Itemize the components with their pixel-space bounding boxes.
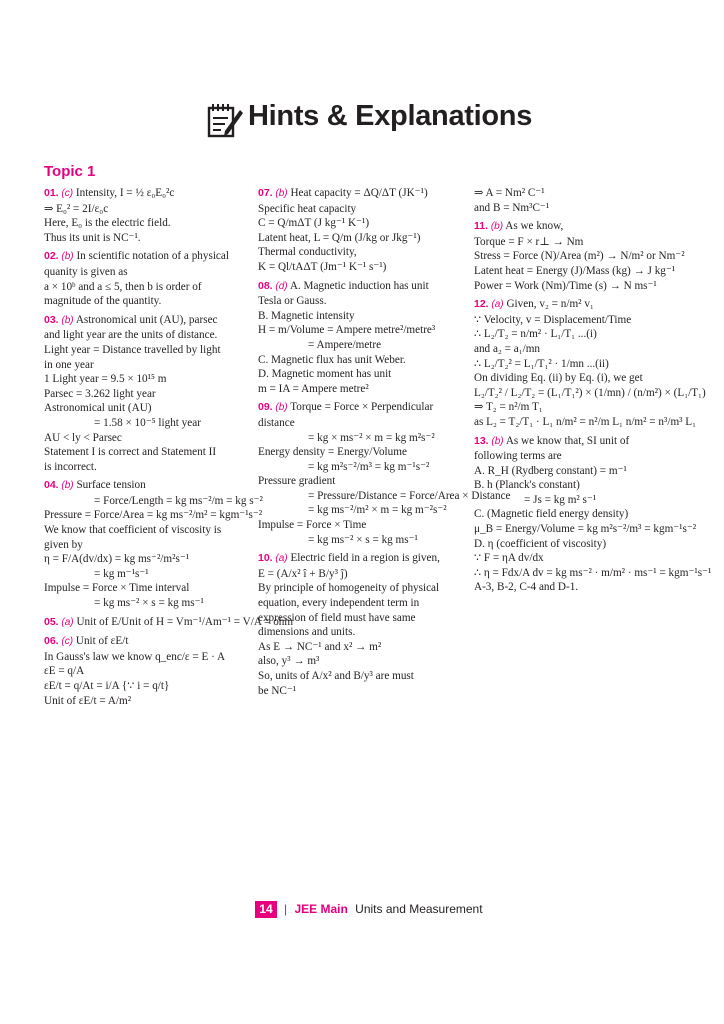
answer-option: (b) [61, 480, 74, 492]
question-number: 03. [44, 313, 59, 326]
page-title: Hints & Explanations [248, 100, 533, 132]
answer-option: (b) [61, 314, 74, 326]
entry-line [44, 494, 263, 509]
line-text: A. R_H (Rydberg constant) = m⁻¹ [474, 464, 627, 477]
entry-line [44, 581, 250, 596]
entry-line [44, 358, 250, 373]
line-text: ⇒ A = Nm² C⁻¹ [474, 187, 545, 199]
line-text: Power = Work (Nm)/Time (s) → N ms⁻¹ [474, 279, 657, 292]
entry-line [44, 328, 250, 343]
entry-line [258, 445, 466, 460]
line-text: Parsec = 3.262 light year [44, 387, 156, 400]
entry-line [258, 309, 466, 324]
line-text: Astronomical unit (AU) [44, 402, 152, 415]
line-text: C = Q/mΔT (J kg⁻¹ K⁻¹) [258, 217, 370, 230]
line-text: = kg m⁻¹s⁻¹ [94, 567, 149, 580]
line-text: H = m/Volume = Ampere metre²/metre³ [258, 324, 436, 337]
entry-line [44, 280, 250, 295]
answer-entry [474, 186, 690, 215]
answer-entry [258, 279, 466, 397]
entry-line [44, 552, 250, 567]
entry-line [44, 634, 250, 650]
answer-entry [258, 551, 466, 698]
entry-line [44, 523, 250, 538]
entry-line [474, 342, 690, 357]
question-number: 01. [44, 187, 59, 199]
entry-line [258, 460, 466, 475]
line-text: Statement I is correct and Statement II [44, 446, 217, 459]
line-text: B. Magnetic intensity [258, 309, 355, 322]
line-text: Energy density = Energy/Volume [258, 446, 407, 459]
line-text: Unit of εE/t = A/m² [44, 694, 132, 707]
entry-line [44, 401, 250, 416]
answer-option: (d) [275, 280, 288, 292]
entry-line [474, 313, 690, 328]
footer-chapter: Units and Measurement [355, 902, 483, 916]
question-number: 07. [258, 187, 273, 199]
entry-line [258, 294, 466, 309]
line-text: AU < ly < Parsec [44, 431, 122, 444]
question-number: 13. [474, 434, 489, 447]
answer-entry [44, 478, 263, 610]
line-text: Torque = Force × Perpendicular [290, 401, 434, 414]
answer-entry [474, 434, 712, 596]
answer-option: (a) [275, 553, 288, 565]
entry-line [258, 640, 466, 655]
entry-line [474, 580, 690, 595]
entry-line [44, 202, 250, 217]
line-text: 1 Light year = 9.5 × 10¹⁵ m [44, 373, 167, 386]
line-text: Given, v₂ = n/m² v₁ [506, 298, 594, 311]
entry-line [474, 219, 690, 235]
entry-line [474, 551, 690, 566]
line-text: quanity is given as [44, 265, 128, 278]
answer-option: (b) [275, 188, 288, 199]
line-text: B. h (Planck's constant) [474, 479, 580, 492]
footer-brand: JEE Main [294, 902, 348, 916]
line-text: Light year = Distance travelled by light [44, 343, 221, 356]
entry-line [258, 474, 466, 489]
entry-line [44, 416, 250, 431]
line-text: = Force/Length = kg ms⁻²/m = kg s⁻² [94, 494, 263, 507]
line-text: = Pressure/Distance = Force/Area × Distance [308, 489, 511, 502]
line-text: and B = Nm³C⁻¹ [474, 201, 550, 214]
notepad-pencil-icon [204, 100, 244, 140]
entry-line [474, 478, 690, 493]
entry-line [44, 445, 250, 460]
entry-line [258, 216, 466, 231]
line-text: As we know, [505, 220, 564, 233]
line-text: εE = q/A [44, 665, 85, 678]
entry-line [44, 186, 250, 202]
entry-line [258, 533, 466, 548]
line-text: As we know that, SI unit of [505, 434, 630, 447]
entry-line [44, 478, 250, 494]
answer-option: (b) [491, 435, 504, 447]
line-text: and a₂ = a₁/mn [474, 342, 540, 355]
line-text: distance [258, 416, 295, 429]
entry-line [44, 313, 250, 329]
answer-entry [474, 297, 706, 429]
entry-line [44, 387, 250, 402]
entry-line [44, 615, 294, 631]
line-text: = 1.58 × 10⁻⁵ light year [94, 416, 201, 429]
line-text: magnitude of the quantity. [44, 295, 162, 308]
line-text: As E → NC⁻¹ and x² → m² [258, 640, 382, 653]
line-text: Specific heat capacity [258, 202, 357, 215]
entry-line [474, 449, 690, 464]
entry-line [258, 625, 466, 640]
line-text: = kg ms⁻² × s = kg ms⁻¹ [94, 597, 204, 610]
line-text: Tesla or Gauss. [258, 295, 327, 308]
line-text: Impulse = Force × Time [258, 519, 367, 532]
entry-line [474, 415, 697, 430]
entry-line [474, 297, 690, 313]
answer-entry [44, 634, 250, 708]
entry-line [258, 338, 466, 353]
entry-line [474, 400, 690, 415]
page-footer [0, 900, 724, 920]
line-text: A-3, B-2, C-4 and D-1. [474, 581, 579, 594]
line-text: C. Magnetic flux has unit Weber. [258, 353, 406, 366]
line-text: = kg ms⁻²/m² × m = kg m⁻²s⁻² [308, 504, 447, 517]
line-text: ∴ L₂/T₂ = n/m² · L₁/T₁ ...(i) [474, 328, 597, 341]
line-text: Thus its unit is NC⁻¹. [44, 231, 141, 244]
footer-text [284, 901, 483, 918]
entry-line [258, 231, 466, 246]
page-header [0, 96, 724, 144]
entry-line [44, 508, 263, 523]
entry-line [474, 371, 690, 386]
line-text: following terms are [474, 450, 562, 463]
question-number: 05. [44, 615, 59, 628]
line-text: = kg ms⁻² × s = kg ms⁻¹ [308, 533, 418, 546]
line-text: ∴ L₂/T₂² = L₁/T₁² · 1/mn ...(ii) [474, 357, 609, 370]
line-text: Heat capacity = ΔQ/ΔT (JK⁻¹) [290, 187, 428, 199]
entry-line [258, 654, 466, 669]
entry-line [44, 294, 250, 309]
line-text: is incorrect. [44, 460, 97, 473]
answer-entry [44, 186, 250, 245]
entry-line [258, 245, 466, 260]
question-number: 02. [44, 250, 59, 263]
entry-line [258, 581, 466, 596]
line-text: ∵ Velocity, v = Displacement/Time [474, 313, 632, 326]
question-number: 09. [258, 401, 273, 414]
line-text: D. Magnetic moment has unit [258, 368, 392, 381]
line-text: Electric field in a region is given, [290, 552, 440, 565]
question-number: 11. [474, 220, 489, 233]
entry-line [258, 489, 511, 504]
column-3 [474, 186, 712, 599]
entry-line [258, 186, 466, 202]
entry-line [258, 279, 466, 295]
footer-separator: | [284, 902, 288, 916]
line-text: ⇒ T₂ = n²/m T₁ [474, 401, 543, 414]
line-text: C. (Magnetic field energy density) [474, 508, 629, 521]
line-text: Intensity, I = ½ ε₀E₀²c [75, 187, 175, 199]
entry-line [44, 216, 250, 231]
line-text: and light year are the units of distance. [44, 329, 218, 342]
answer-entry [44, 313, 250, 475]
line-text: Stress = Force (N)/Area (m²) → N/m² or Nm⁻² [474, 250, 685, 263]
entry-line [258, 503, 466, 518]
line-text: also, y³ → m³ [258, 655, 320, 668]
answer-option: (b) [61, 251, 74, 263]
answer-option: (a) [491, 299, 504, 311]
entry-line [44, 231, 250, 246]
entry-line [258, 323, 466, 338]
entry-line [258, 551, 466, 567]
entry-line [474, 537, 690, 552]
line-text: In Gauss's law we know q_enc/ε = E · A [44, 650, 226, 663]
entry-line [258, 596, 466, 611]
entry-line [44, 596, 250, 611]
entry-line [258, 611, 466, 626]
entry-line [44, 460, 250, 475]
entry-line [474, 507, 690, 522]
question-number: 08. [258, 279, 273, 292]
entry-line [44, 650, 250, 665]
entry-line [474, 357, 690, 372]
answer-entry [44, 615, 294, 631]
line-text: K = Ql/tAΔT (Jm⁻¹ K⁻¹ s⁻¹) [258, 260, 387, 273]
line-text: in one year [44, 358, 94, 371]
entry-line [474, 566, 712, 581]
entry-line [258, 669, 466, 684]
line-text: Astronomical unit (AU), parsec [75, 313, 218, 326]
entry-line [44, 694, 250, 709]
entry-line [474, 493, 690, 508]
line-text: Pressure gradient [258, 475, 336, 488]
line-text: a × 10ᵇ and a ≤ 5, then b is order of [44, 280, 202, 293]
entry-line [44, 679, 250, 694]
entry-line [474, 201, 690, 216]
entry-line [258, 400, 466, 416]
entry-line [474, 264, 690, 279]
line-text: Unit of εE/t [75, 635, 129, 648]
page-number: 14 [255, 901, 277, 918]
question-number: 06. [44, 635, 59, 648]
line-text: Latent heat = Energy (J)/Mass (kg) → J kg⁻¹ [474, 264, 676, 277]
topic-heading: Topic 1 [44, 163, 96, 180]
answer-option: (c) [61, 636, 74, 648]
answer-entry [258, 186, 466, 275]
entry-line [258, 382, 466, 397]
entry-line [258, 367, 466, 382]
entry-line [474, 327, 690, 342]
line-text: ∴ η = Fdx/A dv = kg ms⁻² · m/m² · ms⁻¹ = kgm⁻¹s⁻¹ [474, 566, 712, 579]
line-text: = Ampere/metre [308, 338, 382, 351]
line-text: D. η (coefficient of viscosity) [474, 537, 607, 550]
line-text: Impulse = Force × Time interval [44, 582, 190, 595]
line-text: So, units of A/x² and B/y³ are must [258, 670, 414, 682]
entry-line [258, 202, 466, 217]
answer-option: (c) [61, 188, 74, 199]
line-text: We know that coefficient of viscosity is [44, 524, 222, 537]
line-text: equation, every independent term in [258, 597, 420, 610]
line-text: Torque = F × r⊥ → Nm [474, 235, 584, 248]
entry-line [44, 567, 250, 582]
line-text: Unit of E/Unit of H = Vm⁻¹/Am⁻¹ = V/A = ohm [76, 615, 294, 628]
entry-line [474, 249, 690, 264]
line-text: μ_B = Energy/Volume = kg m²s⁻²/m³ = kgm⁻¹s⁻² [474, 523, 697, 536]
entry-line [258, 567, 466, 582]
entry-line [44, 372, 250, 387]
entry-line [44, 265, 250, 280]
entry-line [258, 260, 466, 275]
line-text: η = F/A(dv/dx) = kg ms⁻²/m²s⁻¹ [44, 553, 190, 566]
line-text: In scientific notation of a physical [76, 250, 229, 263]
line-text: given by [44, 538, 83, 551]
entry-line [258, 431, 466, 446]
entry-line [258, 353, 466, 368]
line-text: Surface tension [76, 479, 146, 492]
line-text: L₂/T₂² / L₂/T₂ = (L₁/T₁²) × (1/mn) / (n/m²) × (L₁/T₁) [474, 386, 706, 399]
line-text: as L₂ = T₂/T₁ · L₁ n/m² = n²/m L₁ n/m² = n³/m³ L₁ [474, 415, 697, 428]
line-text: ⇒ E₀² = 2I/ε₀c [44, 202, 109, 215]
line-text: = Js = kg m² s⁻¹ [524, 493, 597, 506]
line-text: ∵ F = ηA dv/dx [474, 552, 544, 565]
entry-line [258, 416, 466, 431]
answer-option: (b) [490, 221, 504, 233]
line-text: dimensions and units. [258, 626, 356, 639]
answer-entry [474, 219, 690, 293]
line-text: E = (A/x² î + B/y³ ĵ) [258, 567, 348, 580]
line-text: be NC⁻¹ [258, 684, 297, 697]
question-number: 10. [258, 552, 273, 565]
entry-line [44, 664, 250, 679]
line-text: A. Magnetic induction has unit [289, 279, 429, 292]
line-text: expression of field must have same [258, 611, 416, 624]
answer-option: (a) [61, 616, 74, 628]
entry-line [474, 235, 690, 250]
line-text: = kg × ms⁻² × m = kg m²s⁻² [308, 431, 435, 444]
entry-line [44, 343, 250, 358]
question-number: 04. [44, 479, 59, 492]
entry-line [474, 522, 697, 537]
line-text: εE/t = q/At = i/A {∵ i = q/t} [44, 680, 170, 692]
line-text: On dividing Eq. (ii) by Eq. (i), we get [474, 372, 643, 385]
entry-line [258, 518, 466, 533]
entry-line [474, 434, 690, 450]
line-text: Pressure = Force/Area = kg ms⁻²/m² = kgm⁻¹s⁻² [44, 509, 263, 522]
answer-entry [44, 249, 250, 308]
line-text: m = IA = Ampere metre² [258, 382, 369, 395]
line-text: = kg m²s⁻²/m³ = kg m⁻¹s⁻² [308, 460, 430, 473]
entry-line [258, 684, 466, 699]
entry-line [44, 538, 250, 553]
entry-line [474, 279, 690, 294]
entry-line [474, 186, 690, 201]
entry-line [44, 431, 250, 446]
question-number: 12. [474, 298, 489, 311]
line-text: Latent heat, L = Q/m (J/kg or Jkg⁻¹) [258, 231, 421, 244]
line-text: Here, E₀ is the electric field. [44, 217, 171, 230]
line-text: Thermal conductivity, [258, 246, 357, 259]
entry-line [44, 249, 250, 265]
line-text: By principle of homogeneity of physical [258, 582, 440, 595]
answer-option: (b) [275, 402, 288, 414]
entry-line [474, 464, 690, 479]
entry-line [474, 386, 706, 401]
